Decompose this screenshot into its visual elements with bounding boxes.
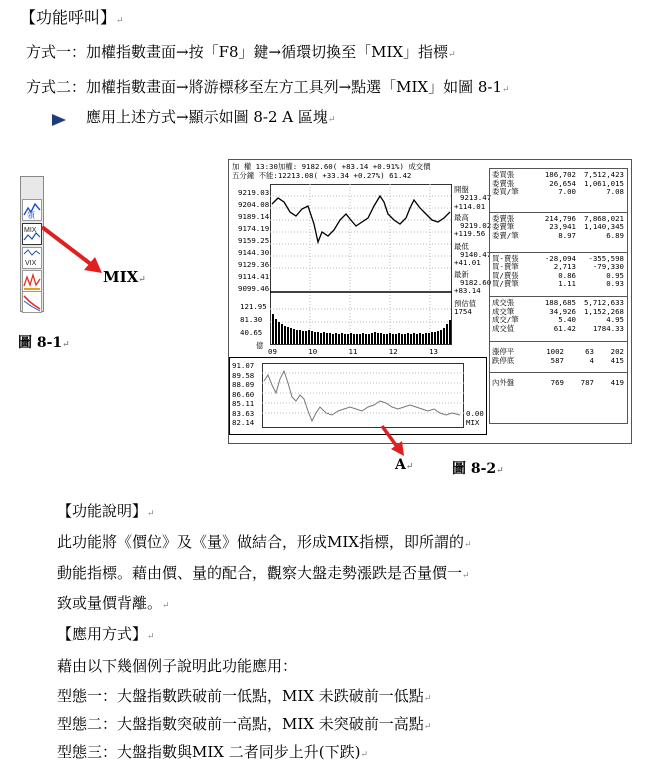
trend-icon[interactable] <box>22 199 42 221</box>
mix-tool-icon[interactable] <box>22 223 42 245</box>
usage-intro: 藉由以下幾個例子說明此功能應用： <box>57 657 298 675</box>
stats-rows: 委買張 186,702 7,512,423 委賣張 26,654 1,061,015 委買/筆 7.00 7.08 委賣張 214,796 7,868,021 委賣筆 23,941 1,140,345 委賣/筆 8.97 6.89 買-賣張 -28,094 -355,598 買-賣筆 2,713 -79,330 買/賣張 0.86 0.95 買/賣筆 1.11 0.93 成交張 188,685 5,712,633 成交筆 34,926 1,152,268 成交/筆 5.40 4.95 成交值 61.42 1784.33 漲停平 1002 63 202 跌停底 587 4 415 內外盤 769 787 419 <box>492 171 624 387</box>
chart-side-values: 開盤 9213.47 +114.01 最高 9219.02 +119.56 最低 9140.47 +41.01 最新 9182.60 +83.14 預估值 1754 <box>454 185 492 316</box>
type-2: 型態二：大盤指數突破前一高點，MIX 未突破前一高點↵ <box>57 715 432 733</box>
type-3: 型態三：大盤指數與MIX 二者同步上升(下跌)↵ <box>57 743 368 761</box>
bullet-text: 應用上述方式→顯示如圖 8-2 A 區塊↵ <box>86 108 336 126</box>
fig1-arrow <box>40 225 110 285</box>
heading-desc: 【功能說明】↵ <box>57 502 155 520</box>
price-volume-plot <box>270 184 452 346</box>
mix-axis: 91.07 89.58 88.09 86.60 85.11 83.63 82.14 <box>232 361 255 427</box>
volume-tool-icon[interactable] <box>22 270 42 292</box>
mix-plot <box>262 363 464 429</box>
volume-axis: 121.95 81.30 40.65 億 <box>240 302 267 350</box>
fig1-caption: 圖 8-1↵ <box>18 335 70 351</box>
svg-text:VIX: VIX <box>25 260 37 267</box>
fig2-a-label: A↵ <box>395 457 414 473</box>
decline-tool-icon[interactable] <box>22 291 42 313</box>
type-1: 型態一：大盤指數跌破前一低點，MIX 未跌破前一低點↵ <box>57 687 432 705</box>
svg-text:MIX: MIX <box>24 227 37 234</box>
heading-call: 【功能呼叫】↵ <box>20 8 124 27</box>
svg-text:領: 領 <box>27 211 35 220</box>
heading-usage: 【應用方式】↵ <box>57 625 155 643</box>
vix-tool-icon[interactable] <box>22 247 42 269</box>
price-axis: 9219.03 9204.08 9189.14 9174.19 9159.25 9144.30 9129.36 9114.41 9099.46 <box>238 188 270 293</box>
mix-legend: 0.00 MIX <box>466 409 484 427</box>
bullet-icon <box>52 111 66 130</box>
desc-line-1: 此功能將《價位》及《量》做結合，形成MIX指標，即所謂的↵ <box>57 533 472 551</box>
chart-header: 加 權 13:30加權: 9182.60( +83.14 +0.91%) 成交價 五分鐘 不能:12213.08( +33.34 +0.27%) 61.42 <box>232 162 431 180</box>
method-1: 方式一：加權指數畫面→按「F8」鍵→循環切換至「MIX」指標↵ <box>26 43 456 61</box>
desc-line-3: 致或量價背離。↵ <box>57 594 170 612</box>
fig2-caption: 圖 8-2↵ <box>452 461 504 477</box>
method-2: 方式二：加權指數畫面→將游標移至左方工具列→點選「MIX」如圖 8-1↵ <box>26 78 510 96</box>
fig2-arrow <box>378 422 408 460</box>
time-axis: 09 10 11 12 13 <box>268 347 438 356</box>
mix-callout-label: MIX↵ <box>103 268 146 286</box>
desc-line-2: 動能指標。藉由價、量的配合，觀察大盤走勢漲跌是否量價一↵ <box>57 564 470 582</box>
